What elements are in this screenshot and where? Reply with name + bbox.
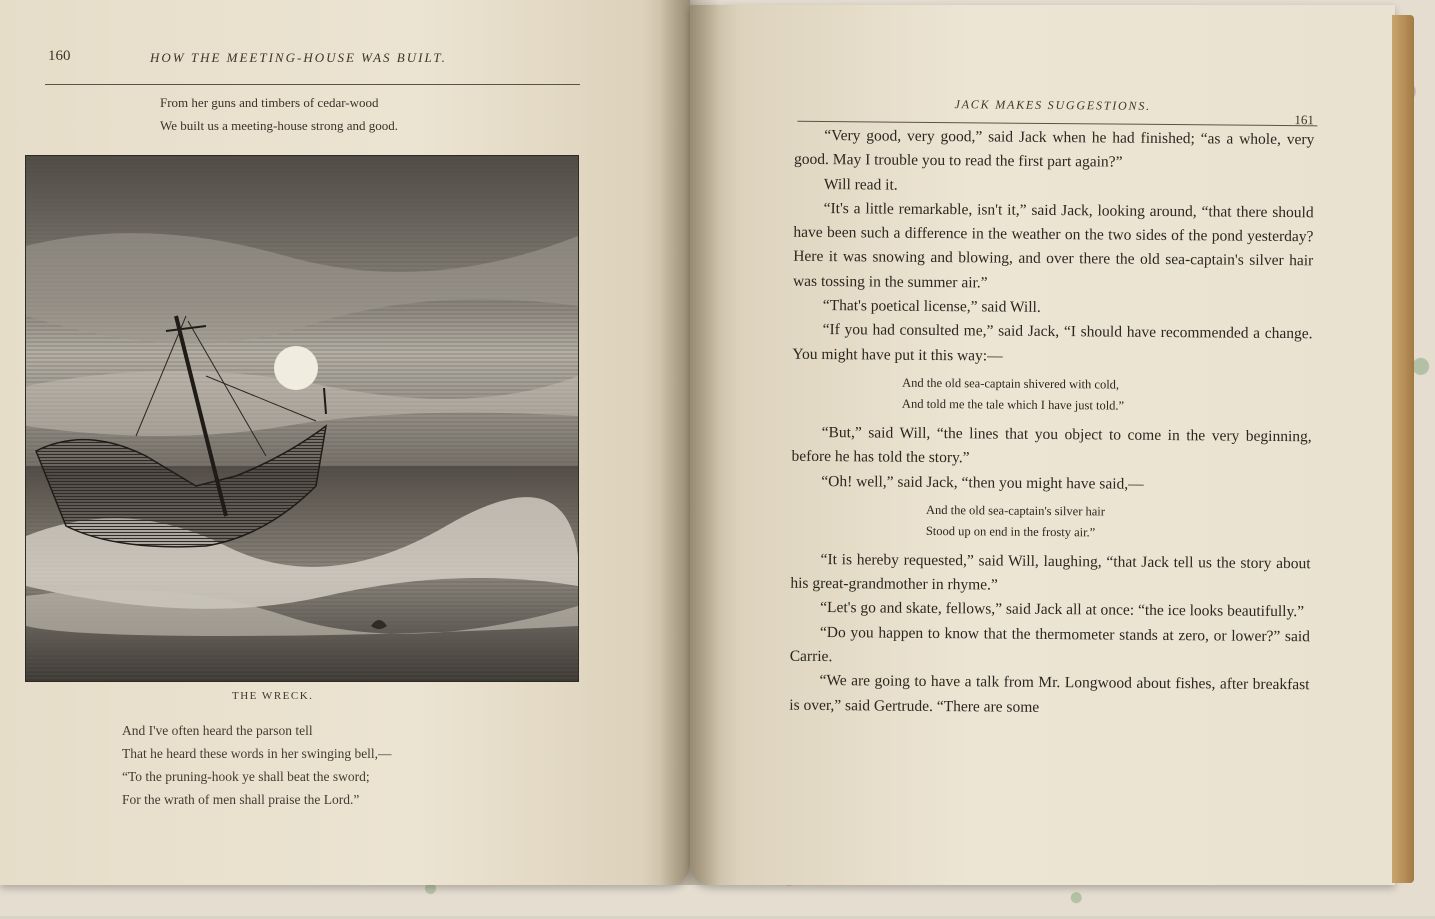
paragraph: “But,” said Will, “the lines that you object to come in the very beginning, before he has told the story.” [791, 423, 1312, 467]
paragraph: “That's poetical license,” said Will. [822, 297, 1041, 316]
page-number-right: 161 [1294, 112, 1315, 128]
running-head-right: JACK MAKES SUGGESTIONS. [954, 97, 1152, 113]
paragraph: “We are going to have a talk from Mr. Longwood about fishes, after breakfast is over,” said Gertrude. “There are some [789, 672, 1310, 716]
verse-line: We built us a meeting-house strong and good. [160, 118, 398, 133]
verse-line: And I've often heard the parson tell [122, 723, 313, 738]
prose-text [789, 124, 1314, 722]
verse-line: That he heard these words in her swinging bell,— [122, 746, 392, 761]
inset-verse-a [902, 373, 1312, 419]
verse-line: And told me the tale which I have just told.” [901, 396, 1125, 413]
paragraph: “Very good, very good,” said Jack when he had finished; “as a whole, very good. May I trouble you to read the first part again?” [794, 127, 1315, 171]
verse-line: For the wrath of men shall praise the Lord.” [122, 792, 360, 807]
paragraph: “If you had consulted me,” said Jack, “I should have recommended a change. You might have put it this way:— [792, 321, 1313, 365]
verse-line: Stood up on end in the frosty air.” [925, 523, 1096, 540]
paragraph: “Do you happen to know that the thermometer stands at zero, or lower?” said Carrie. [789, 623, 1311, 666]
paragraph: “Let's go and skate, fellows,” said Jack all at once: “the ice looks beautifully.” [820, 599, 1305, 621]
verse-line: And the old sea-captain's silver hair [925, 502, 1106, 519]
running-head-left: HOW THE MEETING-HOUSE WAS BUILT. [150, 50, 447, 65]
page-number-left: 160 [48, 48, 71, 64]
paragraph: “It's a little remarkable, isn't it,” said Jack, looking around, “that there should have been such a difference in the weather on the two sides of the pond yesterday? Here it was snowing and blowing, and over there the old sea-captain's silver hair was tossing in the summer air.” [792, 199, 1314, 292]
inset-verse-b [926, 500, 1311, 545]
verse-line: And the old sea-captain shivered with cold, [902, 375, 1120, 392]
verse-line: From her guns and timbers of cedar-wood [160, 95, 379, 110]
paragraph: “Oh! well,” said Jack, “then you might have said,— [821, 472, 1144, 493]
illustration-caption: THE WRECK. [232, 690, 314, 702]
paragraph: Will read it. [823, 175, 898, 194]
verse-line: “To the pruning-hook ye shall beat the sword; [122, 769, 370, 784]
paragraph: “It is hereby requested,” said Will, laughing, “that Jack tell us the story about his great-grandmother in rhyme.” [790, 550, 1311, 594]
